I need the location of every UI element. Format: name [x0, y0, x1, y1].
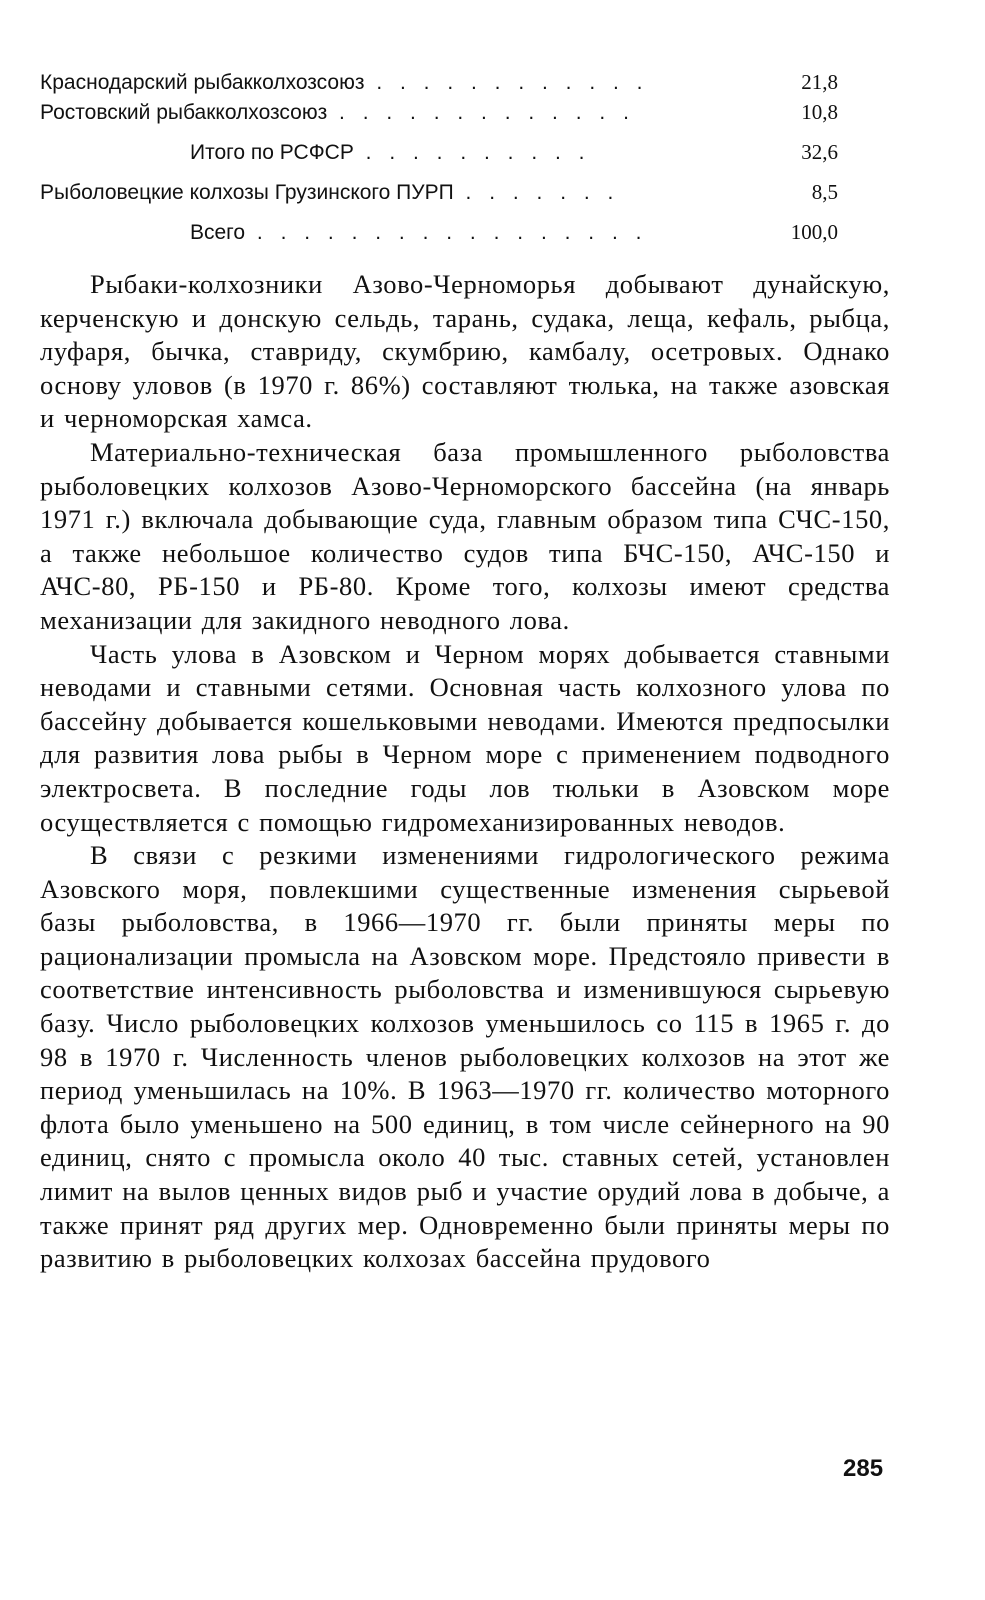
paragraph: В связи с резкими изменениями гидрологического режима Азовского моря, повлекшими существенные изменения сырьевой базы рыболовства, в 1966—1970 гг. были приняты меры по рационализации промысла на Азовском море. Предстояло привести в соответствие интенсивность рыболовства и изменившуюся сырьевую базу. Число рыболовецких колхозов уменьшилось со 115 в 1965 г. до 98 в 1970 г. Численность членов рыболовецких колхозов на этот же период уменьшилась на 10%. В 1963—1970 гг. количество моторного флота было уменьшено на 500 единиц, в том числе сейнерного на 90 единиц, снято с промысла около 40 тыс. ставных сетей, установлен лимит на вылов ценных видов рыб и участие орудий лова в добыче, а также принят ряд других мер. Одновременно были приняты меры по развитию в рыболовецких колхозах бассейна прудового — [40, 840, 890, 1274]
table-row-total — [40, 222, 890, 246]
table-row — [40, 182, 890, 222]
catch-share-table — [40, 72, 890, 246]
row-label: Рыболовецкие колхозы Грузинского ПУРП . . . . . . . — [40, 181, 620, 204]
row-label: Итого по РСФСР . . . . . . . . . . — [190, 141, 591, 164]
paragraph: Материально-техническая база промышленного рыболовства рыболовецких колхозов Азово-Черноморского бассейна (на январь 1971 г.) включала добывающие суда, главным образом типа СЧС-150, а также небольшое количество судов типа БЧС-150, АЧС-150 и АЧС-80, РБ-150 и РБ-80. Кроме того, колхозы имеют средства механизации для закидного неводного лова. — [40, 436, 890, 635]
row-label: Всего . . . . . . . . . . . . . . . . . — [190, 221, 648, 244]
row-value: 10,8 — [801, 100, 838, 124]
row-label: Ростовский рыбакколхозсоюз . . . . . . . . . . . . . — [40, 101, 635, 124]
table-row-subtotal — [40, 142, 890, 182]
row-value: 21,8 — [801, 70, 838, 94]
row-value: 32,6 — [801, 140, 838, 164]
paragraph: Рыбаки-колхозники Азово-Черноморья добывают дунайскую, керченскую и донскую сельдь, тарань, судака, леща, кефаль, рыбца, луфаря, бычка, ставриду, скумбрию, камбалу, осетровых. Однако основу уловов (в 1970 г. 86%) составляют тюлька, на также азовская и черноморская хамса. — [40, 269, 890, 434]
row-value: 100,0 — [790, 220, 838, 244]
page-content — [40, 72, 890, 1276]
table-row — [40, 102, 890, 142]
row-label: Краснодарский рыбакколхозсоюз . . . . . . . . . . . . — [40, 71, 649, 94]
table-row — [40, 72, 890, 96]
body-text — [40, 268, 890, 1276]
page-number: 285 — [843, 1455, 884, 1482]
row-value: 8,5 — [811, 180, 838, 204]
paragraph: Часть улова в Азовском и Черном морях добывается ставными неводами и ставными сетями. Основная часть колхозного улова по бассейну добывается кошельковыми неводами. Имеются предпосылки для развития лова рыбы в Черном море с применением подводного электросвета. В последние годы лов тюльки в Азовском море осуществляется с помощью гидромеханизированных неводов. — [40, 638, 890, 837]
